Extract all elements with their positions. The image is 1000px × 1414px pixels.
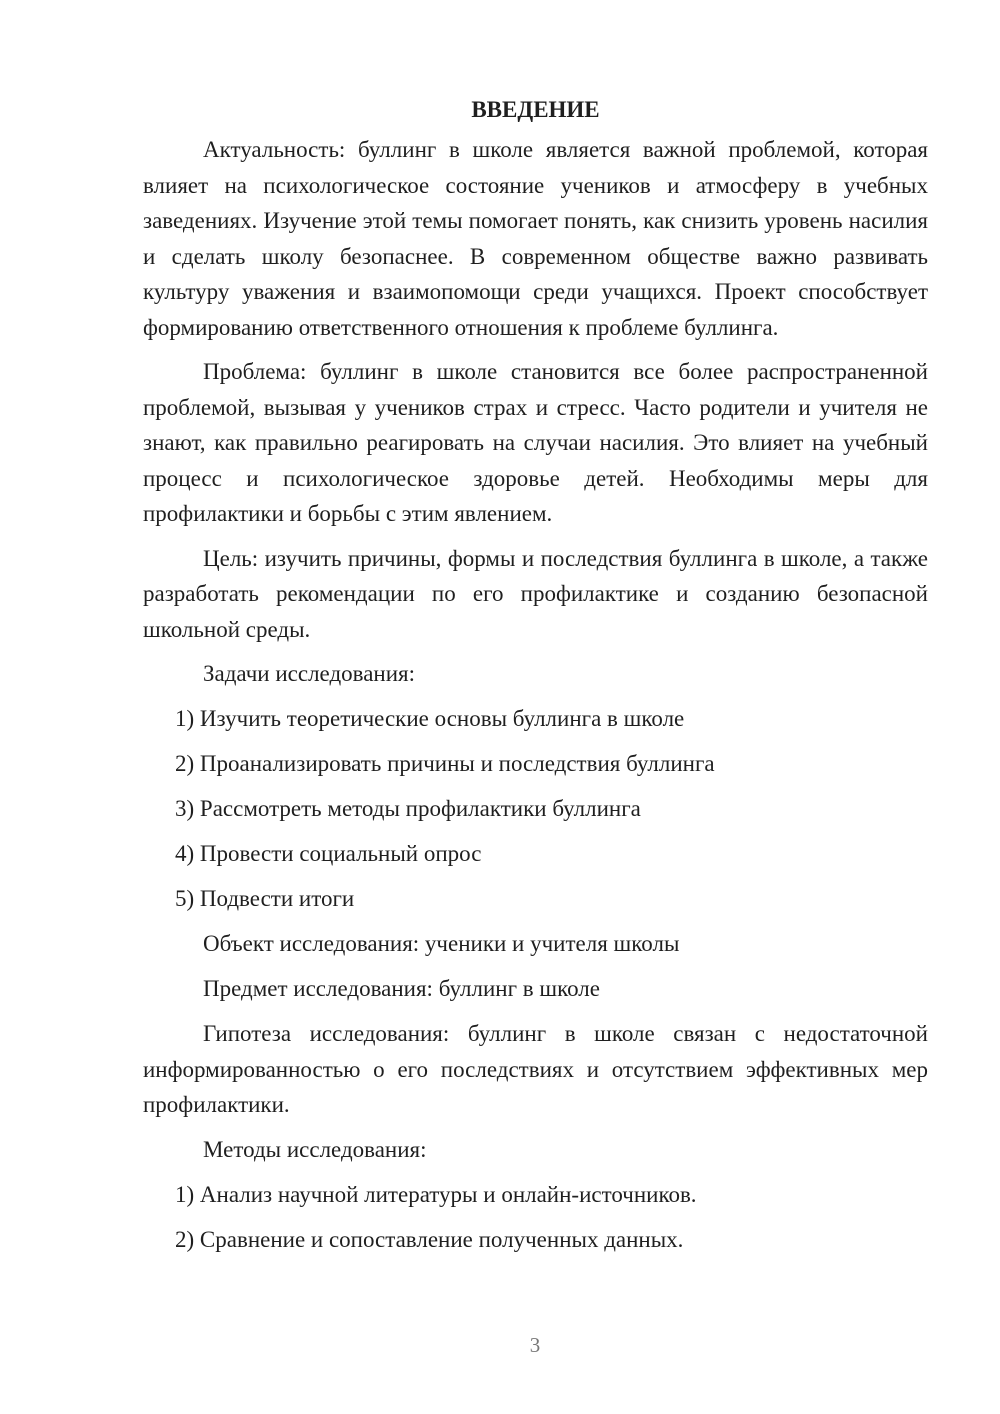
subject-line: Предмет исследования: буллинг в школе	[203, 976, 600, 1001]
goal-paragraph: Цель: изучить причины, формы и последствия буллинга в школе, а также разработать рекомендации по его профилактике и созданию безопасной школьной среды.	[143, 545, 928, 642]
tasks-heading: Задачи исследования:	[203, 661, 416, 686]
list-item: 3) Рассмотреть методы профилактики буллинга	[175, 796, 641, 821]
hypothesis-paragraph: Гипотеза исследования: буллинг в школе связан с недостаточной информированностью о его последствиях и отсутствием эффективных мер профилактики.	[143, 1021, 928, 1117]
problem-paragraph: Проблема: буллинг в школе становится все более распространенной проблемой, вызывая у учеников страх и стресс. Часто родители и учителя не знают, как правильно реагировать на случаи насилия. Это влияет на учебный процесс и психологическое здоровье детей. Необходимы меры для профилактики и борьбы с этим явлением.	[143, 359, 928, 526]
section-title: ВВЕДЕНИЕ	[471, 97, 600, 122]
list-item: 4) Провести социальный опрос	[175, 841, 482, 866]
page-number: 3	[529, 1333, 541, 1357]
list-item: 1) Анализ научной литературы и онлайн-источников.	[175, 1181, 697, 1207]
relevance-paragraph: Актуальность: буллинг в школе является важной проблемой, которая влияет на психологическое состояние учеников и атмосферу в учебных заведениях. Изучение этой темы помогает понять, как снизить уровень насилия и сделать школу безопаснее. В современном обществе важно развивать культуру уважения и взаимопомощи среди учащихся. Проект способствует формированию ответственного отношения к проблеме буллинга.	[143, 137, 928, 340]
list-item: 2) Проанализировать причины и последствия буллинга	[175, 751, 715, 776]
page-content	[143, 92, 928, 1267]
list-item: 1) Изучить теоретические основы буллинга в школе	[175, 706, 685, 731]
tasks-list	[143, 701, 928, 917]
list-item: 5) Подвести итоги	[175, 886, 355, 911]
list-item: 2) Сравнение и сопоставление полученных данных.	[175, 1226, 684, 1252]
methods-heading: Методы исследования:	[203, 1136, 427, 1162]
methods-list	[143, 1177, 928, 1258]
object-line: Объект исследования: ученики и учителя школы	[203, 931, 680, 956]
